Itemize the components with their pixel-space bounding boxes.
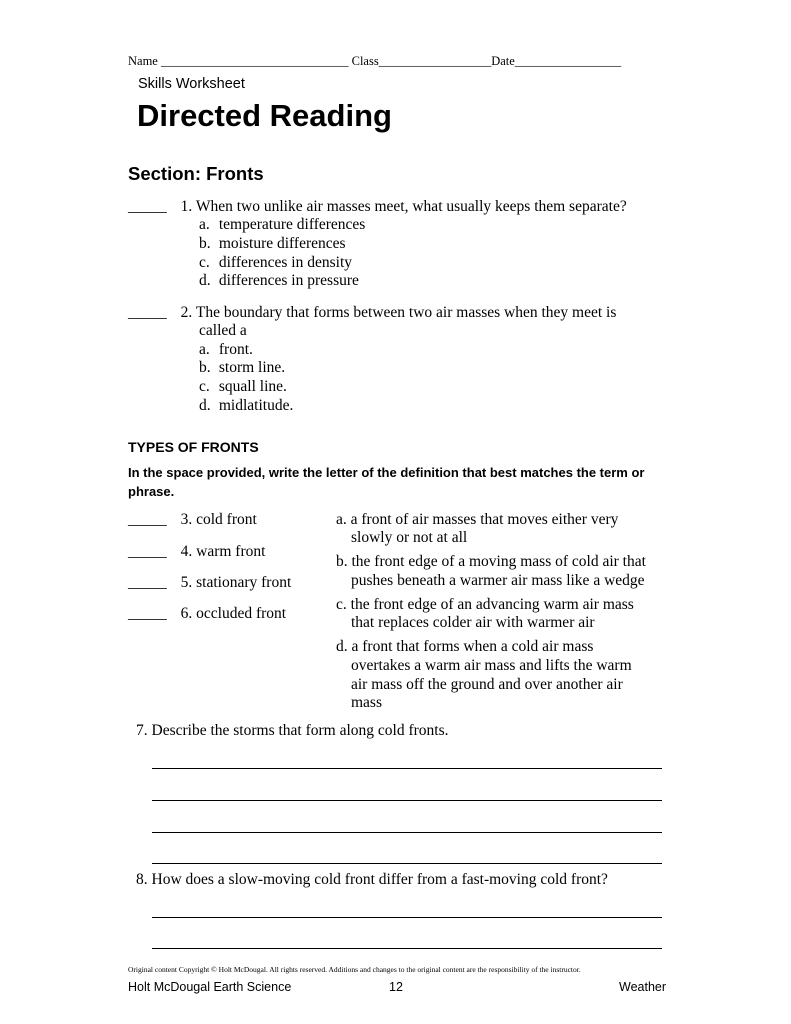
option-letter: a.	[199, 216, 210, 233]
question-text: The boundary that forms between two air masses when they meet is	[195, 304, 617, 321]
question-number: 7.	[136, 722, 148, 739]
term-4	[128, 543, 265, 561]
definition-b	[336, 553, 646, 571]
definition-letter: b.	[336, 553, 348, 570]
name-class-date-header	[128, 54, 621, 69]
option-text: temperature differences	[218, 216, 366, 233]
answer-line[interactable]	[152, 768, 662, 769]
q1-option-b	[199, 235, 346, 253]
definition-c-cont: that replaces colder air with warmer air	[351, 614, 595, 631]
option-text: front.	[218, 341, 253, 358]
section-heading: Section: Fronts	[128, 163, 264, 184]
q2-option-a	[199, 341, 253, 359]
definition-text: the front edge of an advancing warm air mass	[350, 596, 634, 613]
answer-line[interactable]	[152, 863, 662, 864]
page-title: Directed Reading	[137, 98, 392, 133]
class-blank[interactable]: __________________	[378, 54, 492, 68]
definition-letter: d.	[336, 638, 348, 655]
option-text: differences in pressure	[218, 272, 359, 289]
footer-chapter: Weather	[619, 980, 667, 994]
term-text: occluded front	[196, 605, 287, 622]
definition-c	[336, 596, 634, 614]
question-7	[136, 722, 449, 740]
term-text: cold front	[196, 511, 257, 528]
name-blank[interactable]: ______________________________	[160, 54, 349, 68]
question-2-stem-cont: called a	[199, 322, 247, 339]
definition-text: a front that forms when a cold air mass	[351, 638, 594, 655]
definition-a-cont: slowly or not at all	[351, 529, 468, 546]
definition-d-cont-3: mass	[351, 694, 382, 711]
types-of-fronts-heading: TYPES OF FRONTS	[128, 439, 259, 455]
definition-d-cont-1: overtakes a warm air mass and lifts the warm	[351, 657, 632, 674]
term-3	[128, 511, 257, 529]
question-1-stem	[128, 198, 627, 216]
option-text: midlatitude.	[218, 397, 294, 414]
q2-option-d	[199, 397, 293, 415]
option-text: squall line.	[218, 378, 287, 395]
answer-blank-1[interactable]: _____	[128, 198, 167, 215]
question-text: How does a slow-moving cold front differ from a fast-moving cold front?	[151, 871, 608, 888]
term-number: 4.	[180, 543, 193, 560]
definition-d-cont-2: air mass off the ground and over another air	[351, 676, 623, 693]
term-number: 3.	[180, 511, 193, 528]
definition-letter: c.	[336, 596, 347, 613]
option-letter: b.	[199, 359, 211, 376]
option-letter: c.	[199, 378, 210, 395]
question-8	[136, 871, 608, 889]
option-letter: a.	[199, 341, 210, 358]
definition-a	[336, 511, 618, 529]
answer-blank-2[interactable]: _____	[128, 304, 167, 321]
answer-line[interactable]	[152, 832, 662, 833]
option-letter: d.	[199, 272, 211, 289]
option-text: moisture differences	[218, 235, 346, 252]
term-text: warm front	[196, 543, 266, 560]
answer-blank-4[interactable]: _____	[128, 543, 167, 560]
class-label: Class	[351, 54, 379, 68]
copyright-notice: Original content Copyright © Holt McDougal. All rights reserved. Additions and changes to the original content are the responsibility of the instructor.	[128, 965, 581, 974]
question-number: 1.	[180, 198, 193, 215]
term-number: 5.	[180, 574, 193, 591]
q2-option-b	[199, 359, 285, 377]
date-blank[interactable]: _________________	[514, 54, 622, 68]
term-text: stationary front	[196, 574, 292, 591]
option-letter: d.	[199, 397, 211, 414]
question-number: 2.	[180, 304, 193, 321]
option-text: storm line.	[218, 359, 286, 376]
option-text: differences in density	[218, 254, 353, 271]
option-letter: b.	[199, 235, 211, 252]
worksheet-kicker: Skills Worksheet	[138, 76, 245, 92]
q1-option-c	[199, 254, 352, 272]
answer-line[interactable]	[152, 800, 662, 801]
definition-text: the front edge of a moving mass of cold air that	[351, 553, 646, 570]
answer-blank-5[interactable]: _____	[128, 574, 167, 591]
q1-option-a	[199, 216, 365, 234]
name-label: Name	[128, 54, 158, 68]
option-letter: c.	[199, 254, 210, 271]
definition-letter: a.	[336, 511, 347, 528]
question-2-stem	[128, 304, 616, 322]
footer-book-title: Holt McDougal Earth Science	[128, 980, 292, 994]
page-number: 12	[389, 980, 403, 994]
answer-blank-3[interactable]: _____	[128, 511, 167, 528]
definition-text: a front of air masses that moves either very	[350, 511, 619, 528]
q1-option-d	[199, 272, 359, 290]
answer-line[interactable]	[152, 917, 662, 918]
term-6	[128, 605, 286, 623]
definition-d	[336, 638, 593, 656]
term-5	[128, 574, 291, 592]
term-number: 6.	[180, 605, 193, 622]
question-text: When two unlike air masses meet, what usually keeps them separate?	[195, 198, 627, 215]
answer-blank-6[interactable]: _____	[128, 605, 167, 622]
definition-b-cont: pushes beneath a warmer air mass like a wedge	[351, 572, 645, 589]
answer-line[interactable]	[152, 948, 662, 949]
date-label: Date	[491, 54, 515, 68]
q2-option-c	[199, 378, 287, 396]
question-text: Describe the storms that form along cold fronts.	[151, 722, 449, 739]
matching-instructions: In the space provided, write the letter of the definition that best matches the term or phrase.	[128, 465, 645, 499]
question-number: 8.	[136, 871, 148, 888]
